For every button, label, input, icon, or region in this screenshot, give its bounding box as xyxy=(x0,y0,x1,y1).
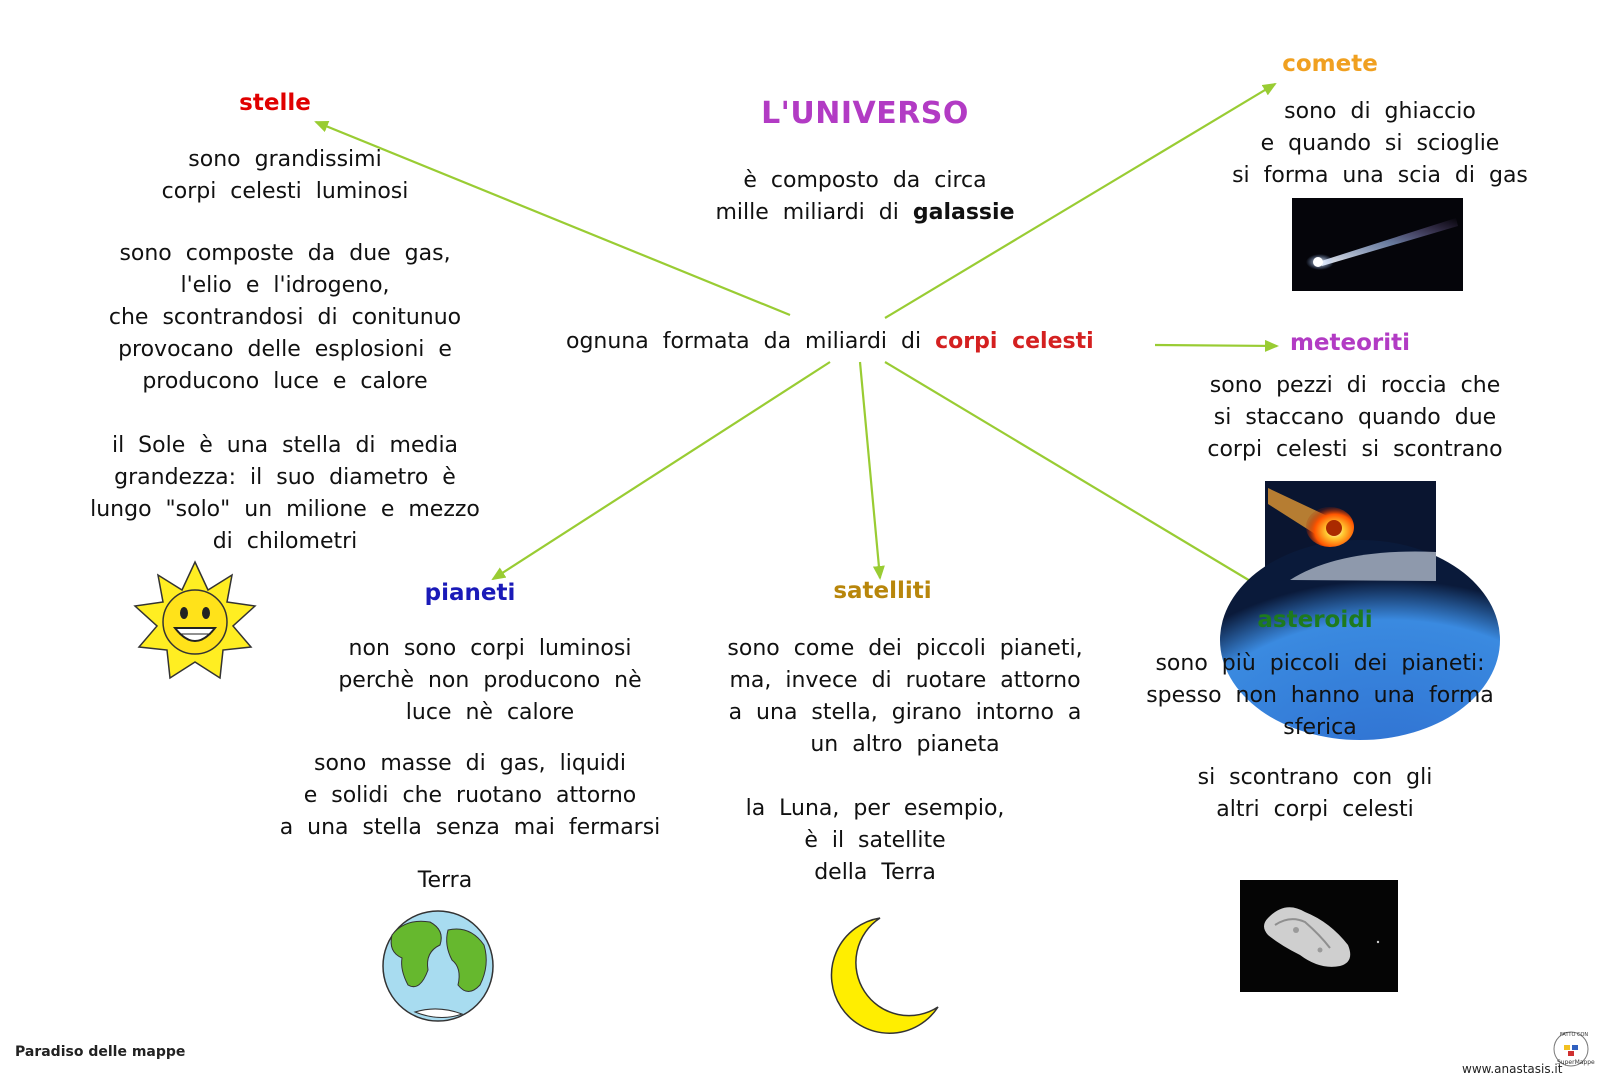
satelliti-heading: satelliti xyxy=(833,578,932,604)
pianeti-text-2: sono masse di gas, liquidi e solidi che ruotano attorno a una stella senza mai fermarsi xyxy=(279,751,661,840)
asteroidi-text-1: sono più piccoli dei pianeti: spesso non hanno una forma sferica xyxy=(1146,651,1494,740)
footer-site-link[interactable]: www.anastasis.it xyxy=(1462,1062,1563,1076)
pianeti-text-1: non sono corpi luminosi perchè non producono nè luce nè calore xyxy=(338,636,642,725)
badge-bottom-text: SuperMappe xyxy=(1557,1059,1595,1066)
comete-heading: comete xyxy=(1282,51,1378,77)
badge-top-text: FATTO CON xyxy=(1560,1032,1589,1038)
corpi-celesti-keyword: corpi celesti xyxy=(935,329,1094,354)
asteroidi-text-2: si scontrano con gli altri corpi celesti xyxy=(1197,765,1433,822)
intro-line-2: mille miliardi di galassie xyxy=(715,200,1015,225)
earth-caption: Terra xyxy=(417,868,473,893)
stelle-text: sono grandissimi corpi celesti luminosi sono composte da due gas, l'elio e l'idrogeno, che scontrandosi di conitunuo provocano delle esplosioni e producono luce e calore il Sole è una stella di media grandezza: il suo diametro è lungo "solo" un milione e mezzo di chilometri xyxy=(90,147,480,554)
supermappe-badge-icon xyxy=(1552,1030,1595,1068)
central-node-prefix: ognuna formata da miliardi di xyxy=(566,329,922,354)
meteoriti-text: sono pezzi di roccia che si staccano quando due corpi celesti si scontrano xyxy=(1207,373,1503,462)
page-title: L'UNIVERSO xyxy=(761,96,969,131)
satelliti-text-2: la Luna, per esempio, è il satellite della Terra xyxy=(745,796,1005,885)
galassie-keyword: galassie xyxy=(912,200,1015,225)
stelle-heading: stelle xyxy=(239,90,311,116)
footer-left-text: Paradiso delle mappe xyxy=(15,1044,186,1060)
comete-text: sono di ghiaccio e quando si scioglie si forma una scia di gas xyxy=(1232,99,1528,188)
meteoriti-heading: meteoriti xyxy=(1289,330,1411,356)
asteroidi-heading: asteroidi xyxy=(1257,607,1373,633)
satelliti-text-1: sono come dei piccoli pianeti, ma, invece di ruotare attorno a una stella, girano intorno a un altro pianeta xyxy=(727,636,1083,757)
intro-line-1: è composto da circa xyxy=(743,168,987,193)
pianeti-heading: pianeti xyxy=(424,580,516,606)
